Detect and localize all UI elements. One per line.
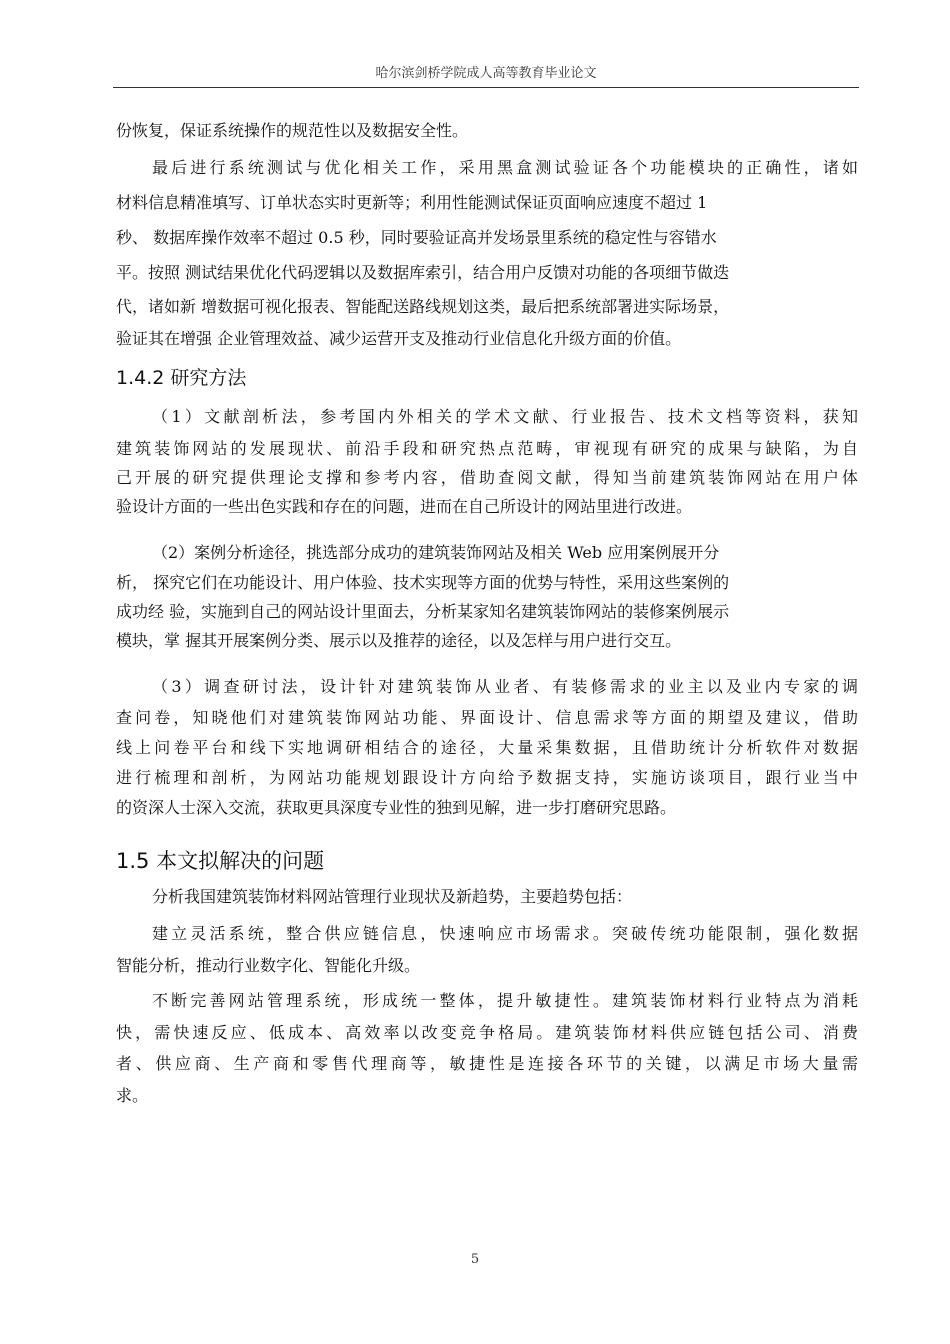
paragraph-line: 快，需快速反应、低成本、高效率以改变竞争格局。建筑装饰材料供应链包括公司、消费 bbox=[116, 1023, 858, 1042]
paragraph-line: 验证其在增强 企业管理效益、减少运营开支及推动行业信息化升级方面的价值。 bbox=[116, 329, 682, 348]
paragraph-line: 模块，掌 握其开展案例分类、展示以及推荐的途径，以及怎样与用户进行交互。 bbox=[116, 631, 682, 650]
running-header: 哈尔滨剑桥学院成人高等教育毕业论文 bbox=[375, 66, 597, 81]
paragraph-line: 的资深人士深入交流，获取更具深度专业性的独到见解，进一步打磨研究思路。 bbox=[116, 798, 677, 817]
paragraph-line: （2）案例分析途径，挑选部分成功的建筑装饰网站及相关 Web 应用案例展开分 bbox=[152, 543, 720, 562]
paragraph-line: 成功经 验，实施到自己的网站设计里面去，分析某家知名建筑装饰网站的装修案例展示 bbox=[116, 602, 730, 621]
paragraph-line: 份恢复，保证系统操作的规范性以及数据安全性。 bbox=[116, 121, 469, 140]
paragraph-line: 查问卷，知晓他们对建筑装饰网站功能、界面设计、信息需求等方面的期望及建议，借助 bbox=[116, 708, 858, 727]
paragraph-line: 秒、 数据库操作效率不超过 0.5 秒，同时要验证高并发场景里系统的稳定性与容错水 bbox=[116, 228, 717, 247]
paragraph-line: 材料信息精准填写、订单状态实时更新等；利用性能测试保证页面响应速度不超过 1 bbox=[116, 193, 708, 212]
paragraph-line: 建立灵活系统，整合供应链信息，快速响应市场需求。突破传统功能限制，强化数据 bbox=[152, 924, 858, 943]
paragraph-line: 代，诸如新 增数据可视化报表、智能配送路线规划这类，最后把系统部署进实际场景， bbox=[116, 297, 730, 316]
paragraph-line: 己开展的研究提供理论支撑和参考内容，借助查阅文献，得知当前建筑装饰网站在用户体 bbox=[116, 468, 858, 487]
section-heading-1-5: 1.5 本文拟解决的问题 bbox=[116, 849, 325, 873]
paragraph-line: 验设计方面的一些出色实践和存在的问题，进而在自己所设计的网站里进行改进。 bbox=[116, 497, 693, 516]
paragraph-line: 最后进行系统测试与优化相关工作，采用黑盒测试验证各个功能模块的正确性，诸如 bbox=[152, 158, 858, 177]
paragraph-line: （1）文献剖析法，参考国内外相关的学术文献、行业报告、技术文档等资料，获知 bbox=[152, 407, 858, 426]
section-heading-1-4-2: 1.4.2 研究方法 bbox=[116, 367, 247, 389]
paragraph-line: 线上问卷平台和线下实地调研相结合的途径，大量采集数据，且借助统计分析软件对数据 bbox=[116, 738, 858, 757]
paragraph-line: 平。按照 测试结果优化代码逻辑以及数据库索引，结合用户反馈对功能的各项细节做迭 bbox=[116, 263, 730, 282]
paragraph-line: 求。 bbox=[116, 1086, 149, 1105]
paragraph-line: （3）调查研讨法，设计针对建筑装饰从业者、有装修需求的业主以及业内专家的调 bbox=[152, 677, 858, 696]
paragraph-line: 者、供应商、生产商和零售代理商等，敏捷性是连接各环节的关键，以满足市场大量需 bbox=[116, 1054, 858, 1073]
header-divider bbox=[113, 87, 859, 88]
paragraph-line: 建筑装饰网站的发展现状、前沿手段和研究热点范畴，审视现有研究的成果与缺陷，为自 bbox=[116, 439, 858, 458]
page-number: 5 bbox=[470, 1252, 480, 1267]
paragraph-line: 析， 探究它们在功能设计、用户体验、技术实现等方面的优势与特性，采用这些案例的 bbox=[116, 573, 730, 592]
paragraph-line: 智能分析，推动行业数字化、智能化升级。 bbox=[116, 956, 421, 975]
paragraph-line: 分析我国建筑装饰材料网站管理行业现状及新趋势，主要趋势包括： bbox=[152, 887, 633, 906]
paragraph-line: 不断完善网站管理系统，形成统一整体，提升敏捷性。建筑装饰材料行业特点为消耗 bbox=[152, 991, 858, 1010]
paragraph-line: 进行梳理和剖析，为网站功能规划跟设计方向给予数据支持，实施访谈项目，跟行业当中 bbox=[116, 768, 858, 787]
